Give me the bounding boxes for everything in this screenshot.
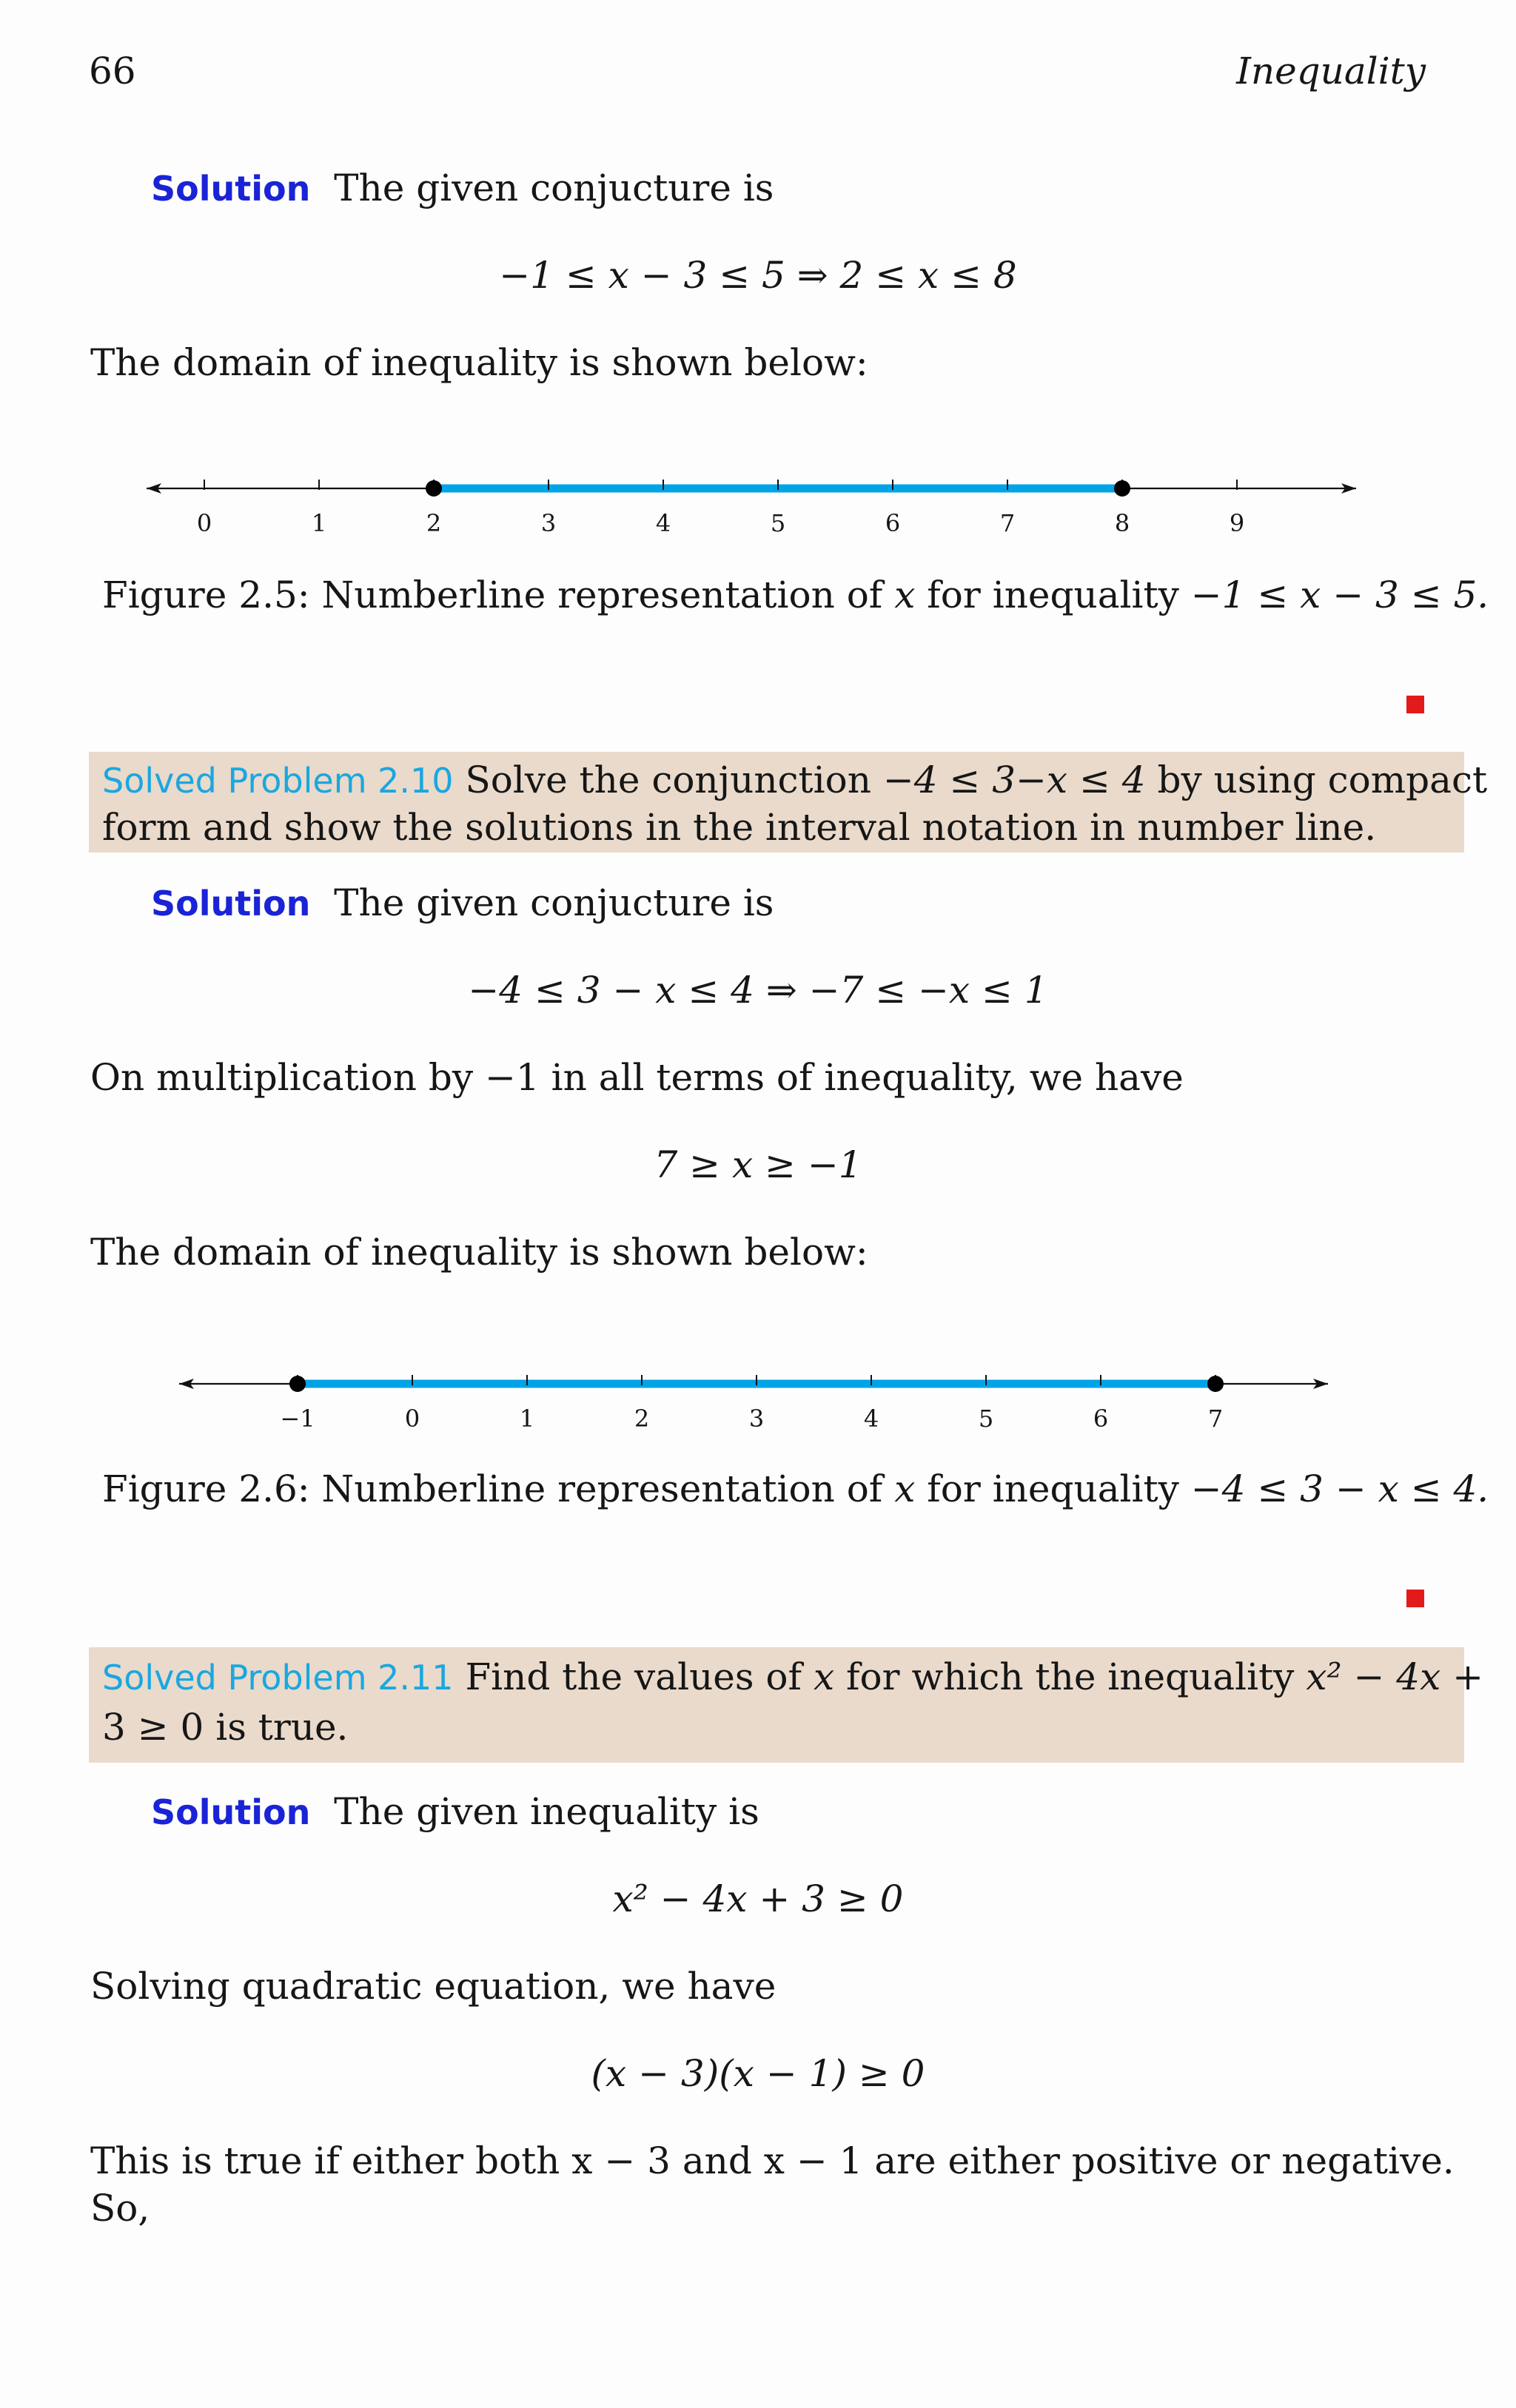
equation-conjunction-1: −1 ≤ x − 3 ≤ 5 ⇒ 2 ≤ x ≤ 8 — [499, 254, 1017, 297]
caption-inequality: −4 ≤ 3 − x ≤ 4. — [1190, 1467, 1489, 1510]
caption-inequality: −1 ≤ x − 3 ≤ 5. — [1190, 574, 1489, 616]
solution-intro: The given inequality is — [334, 1790, 759, 1833]
caption-mid: for inequality — [915, 1467, 1191, 1510]
tick-label: 4 — [655, 509, 671, 537]
domain-text-2: The domain of inequality is shown below: — [90, 1231, 868, 1274]
tick-label: 6 — [1093, 1405, 1109, 1433]
qed-mark — [1406, 696, 1424, 713]
domain-text-1: The domain of inequality is shown below: — [90, 341, 868, 384]
caption-prefix: Figure 2.5: Numberline representation of — [102, 574, 895, 616]
equation-quadratic: x² − 4x + 3 ≥ 0 — [612, 1877, 904, 1920]
page-number: 66 — [89, 50, 136, 93]
paragraph-line-1: This is true if either both x − 3 and x − 1 are either positive or negative. — [90, 2139, 1455, 2182]
solution-2-heading — [151, 879, 774, 927]
equation-reversed: 7 ≥ x ≥ −1 — [654, 1143, 862, 1186]
tick-label: 3 — [540, 509, 557, 537]
problem-label: Solved Problem 2.11 — [102, 1658, 454, 1698]
chapter-title: Inequality — [1236, 50, 1426, 93]
solution-intro: The given conjucture is — [334, 167, 774, 209]
tick-label: 2 — [426, 509, 442, 537]
tick-label: 9 — [1229, 509, 1245, 537]
problem-text: Solve the conjunction — [453, 759, 883, 801]
tick-label: −1 — [280, 1405, 315, 1433]
figure-2-6-caption — [102, 1465, 1489, 1513]
paragraph-line-2: So, — [90, 2187, 150, 2230]
qed-mark — [1406, 1590, 1424, 1607]
tick-label: 7 — [1207, 1405, 1224, 1433]
problem-2-11-line-1 — [102, 1653, 1483, 1701]
tick-label: 5 — [770, 509, 786, 537]
problem-2-10-line-2: form and show the solutions in the interval notation in number line. — [102, 806, 1377, 849]
problem-text-mid: for which the inequality — [834, 1655, 1307, 1698]
tick-label: 1 — [311, 509, 327, 537]
problem-text-tail: by using compact — [1145, 759, 1488, 801]
tick-label: 8 — [1114, 509, 1130, 537]
tick-label: 5 — [978, 1405, 994, 1433]
tick-label: 7 — [999, 509, 1016, 537]
solution-3-heading — [151, 1788, 759, 1836]
tick-label: 1 — [519, 1405, 535, 1433]
solution-label: Solution — [151, 884, 311, 924]
tick-label: 0 — [404, 1405, 420, 1433]
problem-2-10-line-1 — [102, 756, 1487, 804]
caption-variable: x — [894, 574, 916, 616]
problem-2-11-line-2: 3 ≥ 0 is true. — [102, 1706, 349, 1749]
solution-1-heading — [151, 164, 774, 212]
problem-inequality: −4 ≤ 3−x ≤ 4 — [882, 759, 1146, 801]
closed-endpoint-left — [426, 480, 442, 497]
numberline-figure-2-6 — [133, 1354, 1377, 1443]
problem-label: Solved Problem 2.10 — [102, 761, 454, 801]
problem-text: Find the values of — [453, 1655, 814, 1698]
equation-factored: (x − 3)(x − 1) ≥ 0 — [591, 2052, 925, 2095]
tick-label: 2 — [634, 1405, 650, 1433]
closed-endpoint-left — [289, 1376, 306, 1392]
closed-endpoint-right — [1114, 480, 1130, 497]
caption-prefix: Figure 2.6: Numberline representation of — [102, 1467, 895, 1510]
solving-text: Solving quadratic equation, we have — [90, 1965, 777, 2008]
problem-expression: x² − 4x + — [1306, 1655, 1484, 1698]
closed-endpoint-right — [1207, 1376, 1224, 1392]
tick-label: 3 — [748, 1405, 765, 1433]
solution-label: Solution — [151, 1792, 311, 1832]
solution-intro: The given conjucture is — [334, 881, 774, 924]
equation-conjunction-2: −4 ≤ 3 − x ≤ 4 ⇒ −7 ≤ −x ≤ 1 — [468, 969, 1048, 1012]
multiplication-text: On multiplication by −1 in all terms of inequality, we have — [90, 1056, 1184, 1099]
figure-2-5-caption — [102, 571, 1489, 619]
tick-label: 4 — [863, 1405, 879, 1433]
tick-label: 6 — [885, 509, 901, 537]
caption-variable: x — [894, 1467, 916, 1510]
caption-mid: for inequality — [915, 574, 1191, 616]
numberline-figure-2-5 — [133, 459, 1377, 548]
problem-variable: x — [813, 1655, 835, 1698]
solution-label: Solution — [151, 169, 311, 209]
tick-label: 0 — [196, 509, 212, 537]
